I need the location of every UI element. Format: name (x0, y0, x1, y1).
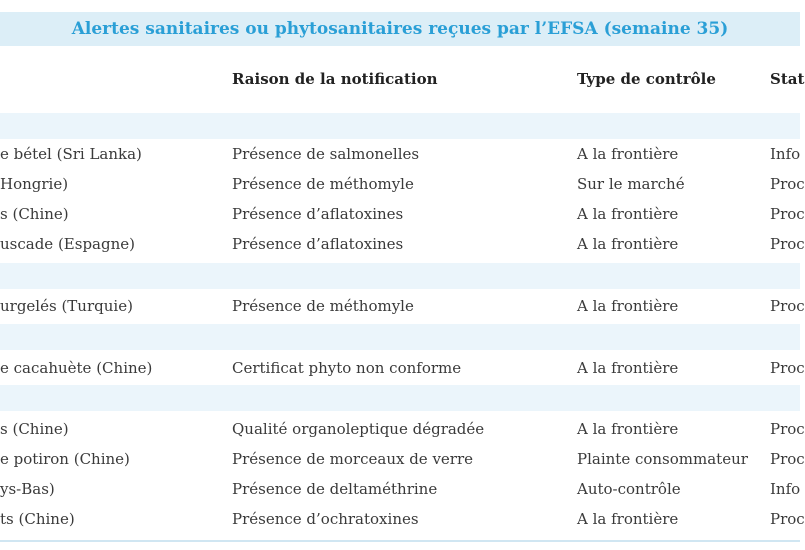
cell-statut: Proc (770, 510, 805, 528)
cell-raison: Présence d’aflatoxines (232, 205, 404, 223)
cell-raison: Présence de salmonelles (232, 145, 420, 163)
header-type-controle: Type de contrôle (577, 70, 716, 88)
header-statut: Stat (770, 70, 805, 88)
cell-produit: s (Chine) (0, 420, 69, 438)
section-band (0, 385, 800, 411)
cell-produit: e bétel (Sri Lanka) (0, 145, 142, 163)
table-row (0, 139, 800, 169)
cell-statut: Proc (770, 420, 805, 438)
section-band (0, 113, 800, 139)
cell-raison: Présence de deltaméthrine (232, 480, 438, 498)
cell-statut: Proc (770, 450, 805, 468)
cell-raison: Présence d’ochratoxines (232, 510, 419, 528)
table-row (0, 414, 805, 444)
cell-raison: Certificat phyto non conforme (232, 359, 462, 377)
table-row (0, 229, 805, 259)
table-row (0, 353, 805, 383)
cell-produit: e potiron (Chine) (0, 450, 130, 468)
cell-statut: Proc (770, 359, 805, 377)
cell-statut: Info (770, 480, 801, 498)
table-row (0, 291, 805, 321)
cell-controle: A la frontière (577, 420, 679, 438)
cell-produit: uscade (Espagne) (0, 235, 135, 253)
cell-controle: A la frontière (577, 510, 679, 528)
cell-raison: Présence de méthomyle (232, 297, 414, 315)
cell-statut: Info (770, 145, 801, 163)
table-row (0, 504, 805, 534)
cell-controle: A la frontière (577, 235, 679, 253)
table-title-text: Alertes sanitaires ou phytosanitaires reçues par l’EFSA (semaine 35) (71, 19, 729, 39)
table-bottom-border (0, 540, 800, 542)
cell-controle: A la frontière (577, 359, 679, 377)
cell-statut: Proc (770, 175, 805, 193)
section-band (0, 263, 800, 289)
cell-produit: s (Chine) (0, 205, 69, 223)
table-title (0, 12, 800, 46)
cell-produit: e cacahuète (Chine) (0, 359, 153, 377)
cell-statut: Proc (770, 297, 805, 315)
cell-controle: Sur le marché (577, 175, 685, 193)
cell-raison: Présence de méthomyle (232, 175, 414, 193)
cell-produit: ts (Chine) (0, 510, 75, 528)
cell-statut: Proc (770, 235, 805, 253)
cell-produit: ys-Bas) (0, 480, 55, 498)
cell-statut: Proc (770, 205, 805, 223)
cell-controle: A la frontière (577, 205, 679, 223)
cell-raison: Présence de morceaux de verre (232, 450, 474, 468)
table-row (0, 444, 805, 474)
cell-controle: A la frontière (577, 145, 679, 163)
cell-controle: A la frontière (577, 297, 679, 315)
section-band (0, 324, 800, 350)
cell-produit: Hongrie) (0, 175, 69, 193)
table-row (0, 169, 805, 199)
table-row (0, 199, 805, 229)
cell-controle: Auto-contrôle (577, 480, 681, 498)
header-raison: Raison de la notification (232, 70, 438, 88)
cell-produit: urgelés (Turquie) (0, 297, 133, 315)
table-row (0, 474, 800, 504)
cell-raison: Présence d’aflatoxines (232, 235, 404, 253)
cell-raison: Qualité organoleptique dégradée (232, 420, 485, 438)
cell-controle: Plainte consommateur (577, 450, 748, 468)
